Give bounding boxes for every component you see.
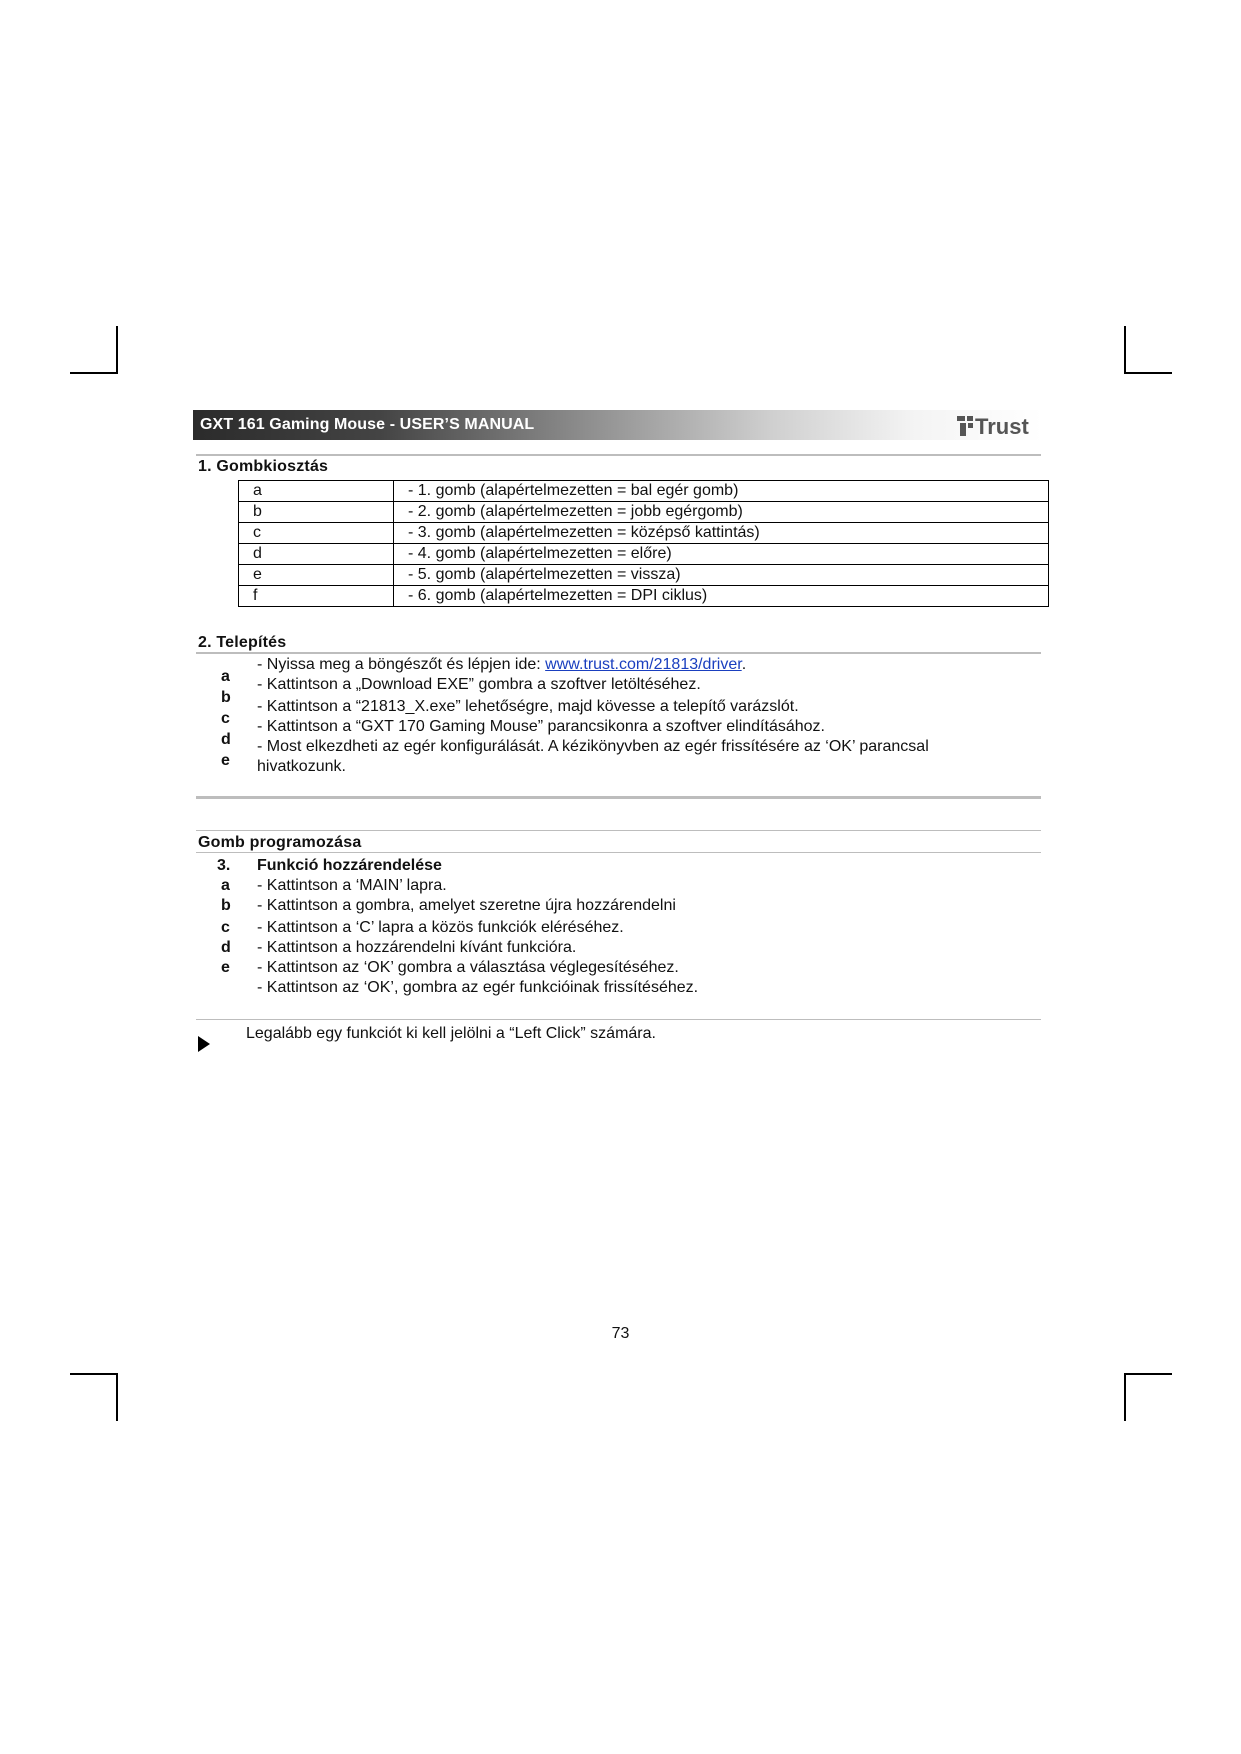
install-step-text: - Nyissa meg a böngészőt és lépjen ide:: [257, 656, 546, 673]
step-label: b: [221, 689, 231, 706]
section3-top-rule: [196, 830, 1041, 831]
header-underline: [196, 454, 1041, 456]
page-number: 73: [611, 1325, 630, 1342]
step-label: d: [221, 939, 231, 956]
section2-heading: 2. Telepítés: [198, 634, 287, 651]
step-label: a: [221, 877, 230, 894]
step-label: d: [221, 731, 231, 748]
svg-text:Trust: Trust: [975, 414, 1029, 439]
button-key: e: [239, 565, 394, 586]
crop-mark-bottom-right: [1124, 1373, 1126, 1421]
button-layout-table: [238, 480, 1049, 607]
section1-heading: 1. Gombkiosztás: [198, 458, 329, 475]
button-function: - 3. gomb (alapértelmezetten = középső kattintás): [394, 523, 1049, 544]
step-label: c: [221, 710, 230, 727]
install-step: hivatkozunk.: [257, 758, 346, 775]
arrow-right-icon: [198, 1036, 210, 1052]
driver-download-link[interactable]: www.trust.com/21813/driver: [545, 656, 742, 673]
section2-bottom-rule: [196, 796, 1041, 799]
table-row: [239, 586, 1049, 607]
step-label: e: [221, 959, 230, 976]
section3-underline: [196, 852, 1041, 853]
section2-underline: [196, 652, 1041, 654]
programming-step: - Kattintson a gombra, amelyet szeretne újra hozzárendelni: [257, 897, 676, 914]
crop-mark-bottom-right: [1124, 1373, 1172, 1375]
crop-mark-top-right: [1124, 326, 1126, 374]
button-function: - 4. gomb (alapértelmezetten = előre): [394, 544, 1049, 565]
note-top-rule: [196, 1019, 1041, 1020]
install-step: - Kattintson a „Download EXE” gombra a szoftver letöltéséhez.: [257, 676, 701, 693]
trust-logo: [955, 410, 1045, 440]
button-key: f: [239, 586, 394, 607]
install-step: - Kattintson a “21813_X.exe” lehetőségre, majd kövesse a telepítő varázslót.: [257, 698, 799, 715]
table-row: [239, 481, 1049, 502]
programming-step: - Kattintson a ‘MAIN’ lapra.: [257, 877, 447, 894]
header-title: GXT 161 Gaming Mouse - USER’S MANUAL: [200, 416, 535, 433]
step-label: b: [221, 897, 231, 914]
programming-step: - Kattintson a hozzárendelni kívánt funkcióra.: [257, 939, 577, 956]
subsection-number: 3.: [217, 857, 231, 874]
programming-step: - Kattintson az ‘OK’, gombra az egér funkcióinak frissítéséhez.: [257, 979, 699, 996]
crop-mark-top-left: [70, 372, 118, 374]
install-step: [257, 656, 746, 674]
button-key: d: [239, 544, 394, 565]
step-label: c: [221, 919, 230, 936]
button-key: b: [239, 502, 394, 523]
step-label: e: [221, 752, 230, 769]
table-row: [239, 502, 1049, 523]
crop-mark-top-right: [1124, 372, 1172, 374]
button-function: - 5. gomb (alapértelmezetten = vissza): [394, 565, 1049, 586]
note-text: Legalább egy funkciót ki kell jelölni a “Left Click” számára.: [246, 1025, 656, 1042]
table-row: [239, 565, 1049, 586]
button-key: c: [239, 523, 394, 544]
programming-step: - Kattintson a ‘C’ lapra a közös funkciók eléréséhez.: [257, 919, 624, 936]
step-label: a: [221, 668, 230, 685]
crop-mark-top-left: [116, 326, 118, 374]
crop-mark-bottom-left: [116, 1373, 118, 1421]
install-step: - Kattintson a “GXT 170 Gaming Mouse” parancsikonra a szoftver elindításához.: [257, 718, 825, 735]
install-step-text: .: [741, 656, 747, 673]
table-row: [239, 544, 1049, 565]
install-step: - Most elkezdheti az egér konfigurálását. A kézikönyvben az egér frissítésére az ‘OK’ parancsal: [257, 738, 929, 755]
subsection-title: Funkció hozzárendelése: [257, 857, 442, 874]
button-function: - 6. gomb (alapértelmezetten = DPI ciklus): [394, 586, 1049, 607]
table-row: [239, 523, 1049, 544]
crop-mark-bottom-left: [70, 1373, 118, 1375]
button-function: - 1. gomb (alapértelmezetten = bal egér gomb): [394, 481, 1049, 502]
section3-heading: Gomb programozása: [198, 834, 362, 851]
button-key: a: [239, 481, 394, 502]
button-function: - 2. gomb (alapértelmezetten = jobb egérgomb): [394, 502, 1049, 523]
programming-step: - Kattintson az ‘OK’ gombra a választása véglegesítéséhez.: [257, 959, 679, 976]
